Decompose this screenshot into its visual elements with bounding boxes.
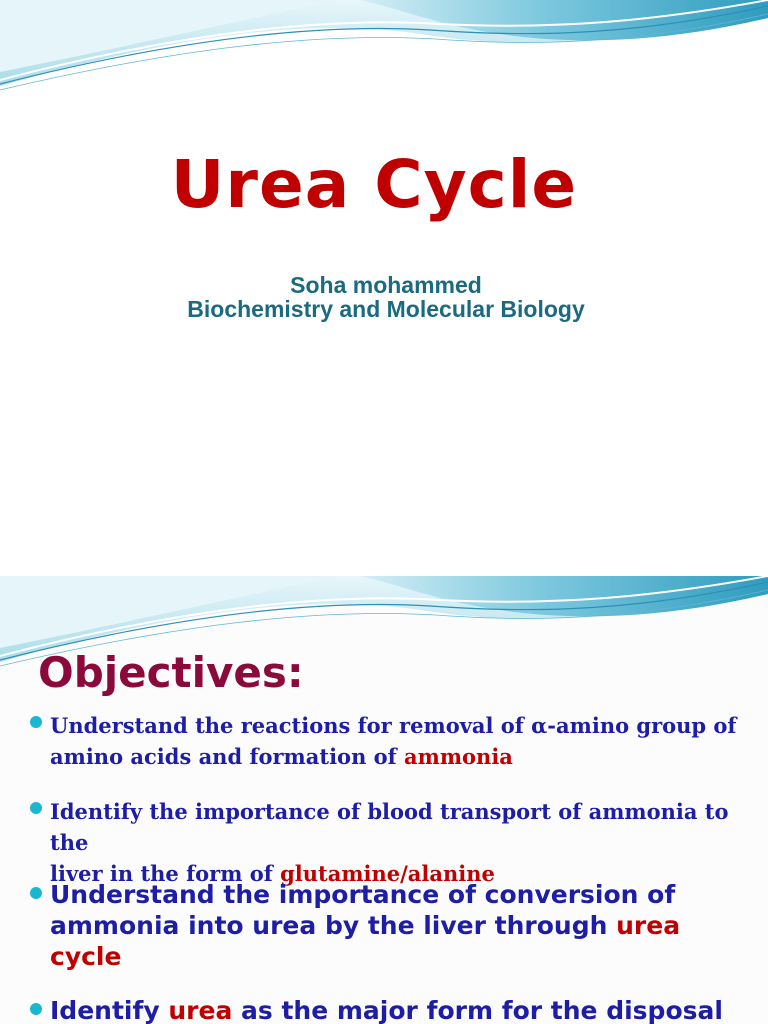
objective-highlight: urea [616, 911, 681, 940]
objective-highlight: ammonia [404, 744, 513, 769]
bullet-dot-icon [30, 1003, 42, 1015]
objective-text: amino acids and formation of [50, 744, 404, 769]
objective-text: as the major form for the disposal [232, 996, 723, 1024]
objective-line: cycle [50, 942, 122, 971]
bullet-dot-icon [30, 716, 42, 728]
objective-line [50, 910, 760, 941]
department-name: Biochemistry and Molecular Biology [187, 296, 585, 322]
slide-title: Urea Cycle [170, 146, 578, 223]
objectives-slide [0, 576, 768, 1024]
author-name: Soha mohammed [290, 272, 482, 298]
objective-text: ammonia into urea by the liver through [50, 911, 617, 940]
objective-text: liver in the form of [50, 861, 281, 886]
objective-highlight: glutamine/alanine [280, 861, 495, 886]
objective-line [50, 741, 760, 772]
bullet-dot-icon [30, 887, 42, 899]
subtitle-block [0, 273, 768, 321]
header-wave-decoration [0, 0, 768, 95]
objective-highlight: urea [168, 996, 233, 1024]
objective-line: Understand the reactions for removal of α-amino group of [50, 713, 737, 738]
objective-line: Identify the importance of blood transport of ammonia to the [50, 799, 729, 855]
objective-line: Understand the importance of conversion of [50, 880, 676, 909]
objectives-heading: Objectives: [38, 648, 304, 697]
bullet-dot-icon [30, 802, 42, 814]
objective-text: Identify [50, 996, 169, 1024]
